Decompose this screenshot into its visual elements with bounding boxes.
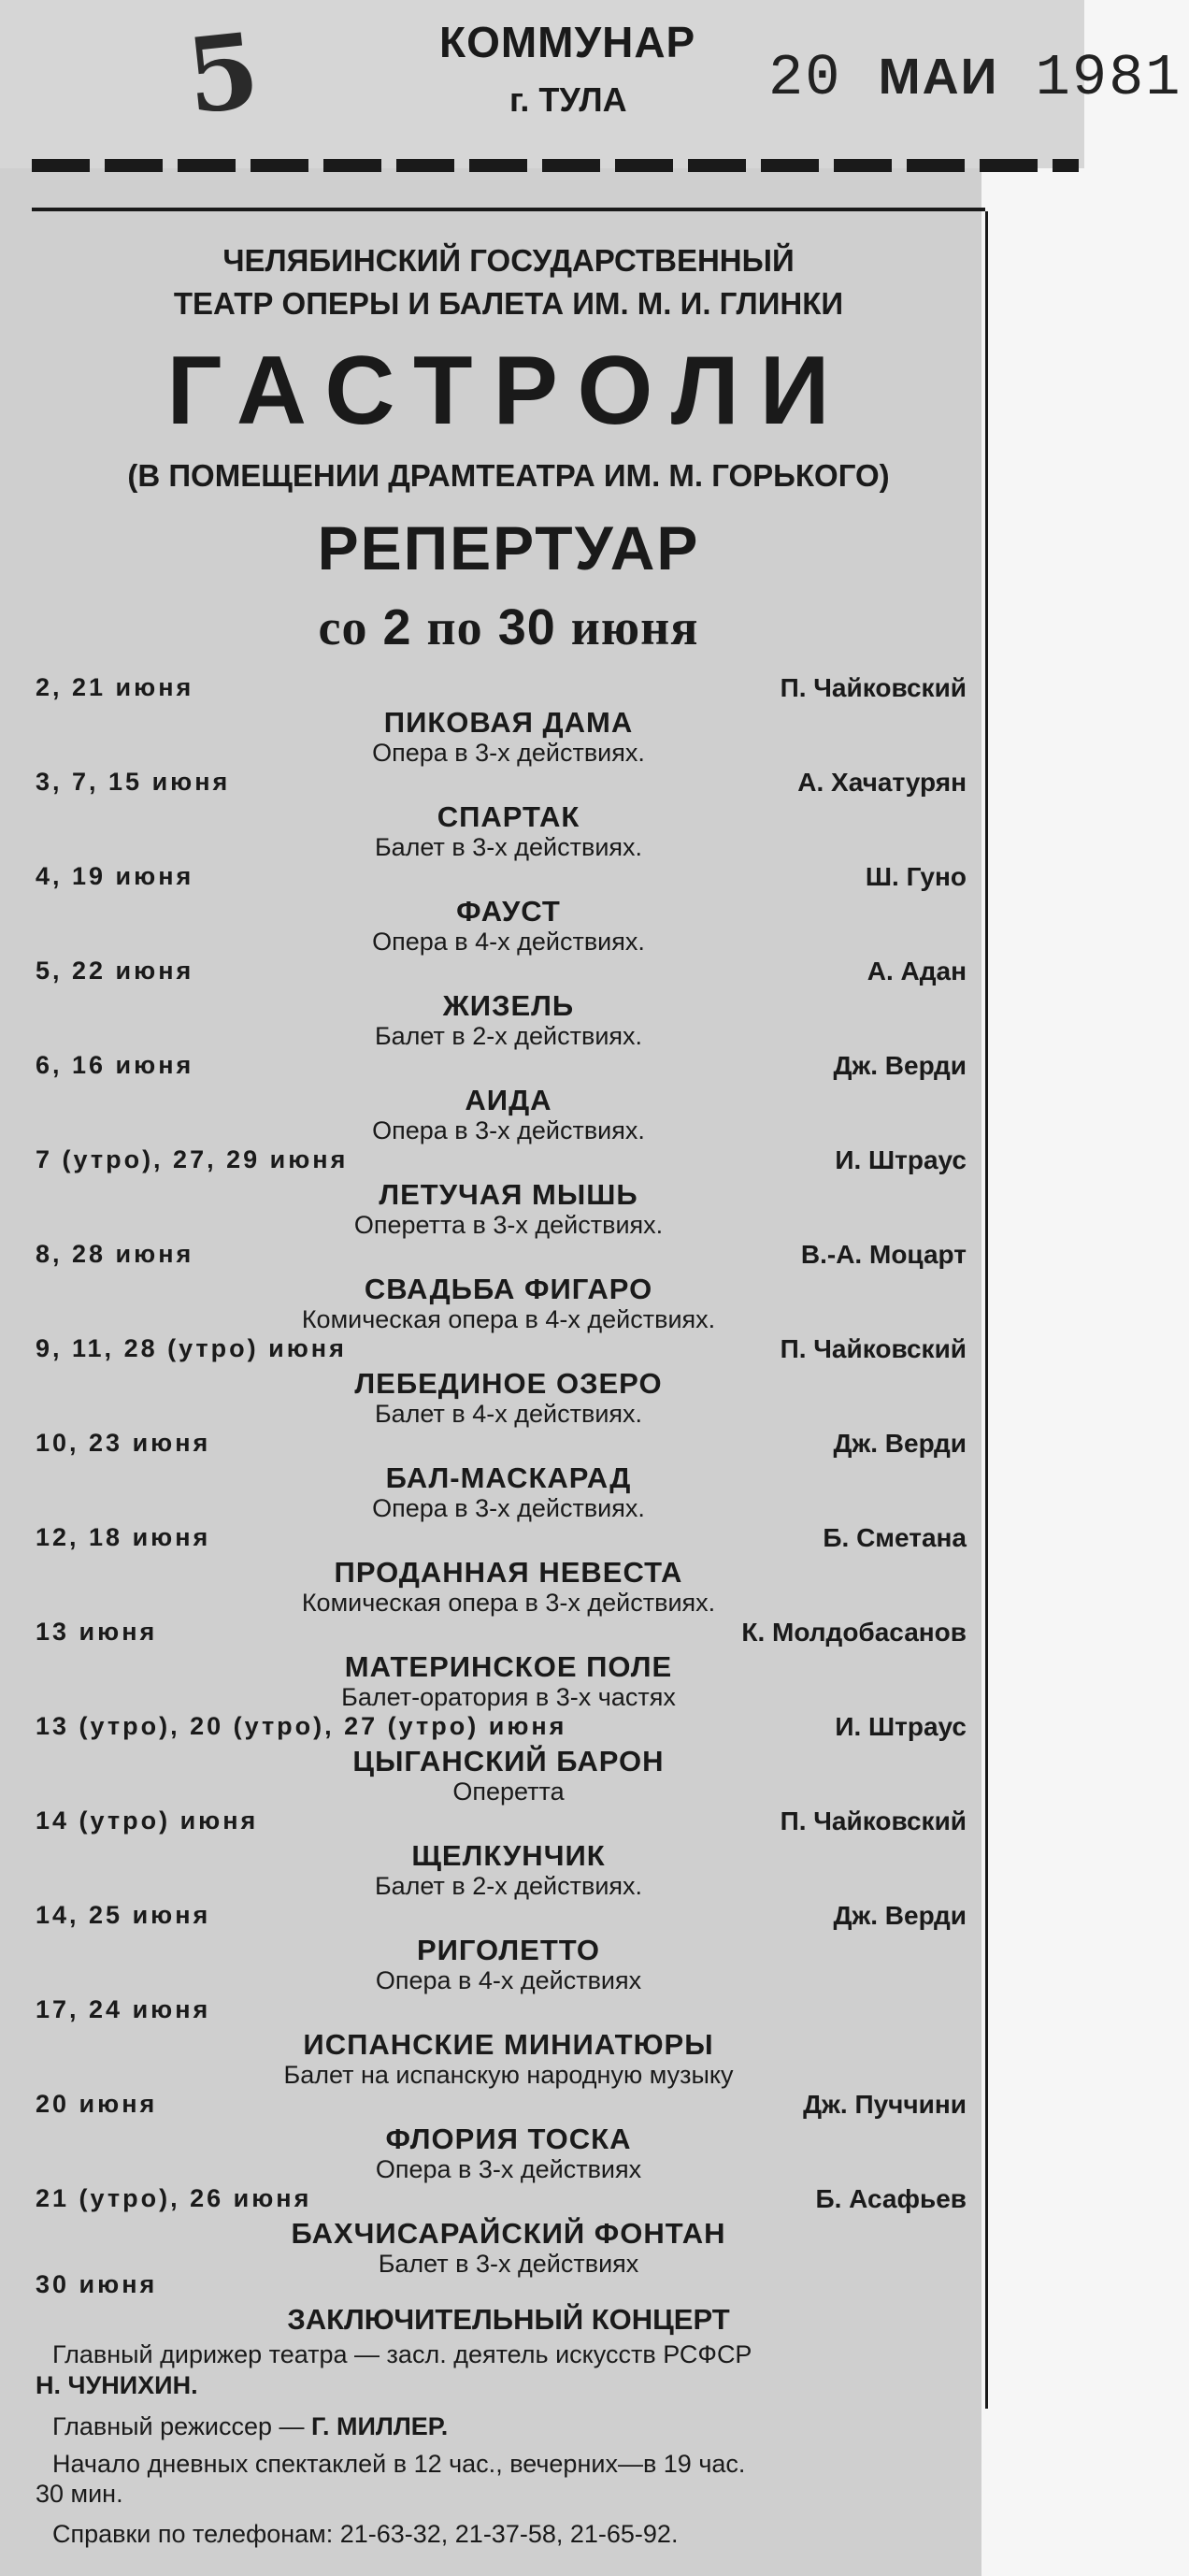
conductor-line: Главный дирижер театра — засл. деятель искусств РСФСР xyxy=(52,2340,752,2368)
director-name: Г. МИЛЛЕР. xyxy=(311,2412,449,2440)
program-composer: А. Хачатурян xyxy=(797,768,967,797)
program-composer: П. Чайковский xyxy=(780,1334,967,1363)
program-title: СВАДЬБА ФИГАРО xyxy=(364,1273,653,1305)
period-to: по xyxy=(426,599,483,655)
program-description: Балет в 2-х действиях. xyxy=(374,1872,643,1900)
director-label: Главный режиссер — xyxy=(52,2412,305,2440)
date-stamp xyxy=(768,45,1182,111)
program-dates: 21 (утро), 26 июня xyxy=(36,2184,312,2212)
period-month: июня xyxy=(570,599,699,655)
program-dates: 14, 25 июня xyxy=(36,1901,211,1929)
program-title: ПИКОВАЯ ДАМА xyxy=(383,706,634,739)
final-title: ЗАКЛЮЧИТЕЛЬНЫЙ КОНЦЕРТ xyxy=(287,2303,730,2336)
program-description: Опера в 3-х действиях. xyxy=(372,1116,645,1144)
repertoire-heading: РЕПЕРТУАР xyxy=(317,513,700,583)
program-title: СПАРТАК xyxy=(437,800,580,833)
program-composer: Дж. Пуччини xyxy=(803,2090,967,2119)
program-description: Опера в 4-х действиях xyxy=(375,1966,642,1994)
program-dates: 13 июня xyxy=(36,1618,158,1646)
theatre-line-1: ЧЕЛЯБИНСКИЙ ГОСУДАРСТВЕННЫЙ xyxy=(222,243,795,278)
period-line xyxy=(32,598,985,656)
column-top-rule xyxy=(32,208,985,211)
final-dates: 30 июня xyxy=(36,2270,158,2298)
stamp-year: 1981 xyxy=(1035,45,1182,111)
program-description: Комическая опера в 4-х действиях. xyxy=(301,1305,716,1333)
handwritten-mark: 5 xyxy=(180,9,265,137)
program-description: Балет в 2-х действиях. xyxy=(374,1022,643,1050)
dashed-divider xyxy=(32,159,1079,172)
program-dates: 5, 22 июня xyxy=(36,957,194,985)
start-times-line-1: Начало дневных спектаклей в 12 час., вечерних—в 19 час. xyxy=(52,2450,746,2478)
newspaper-city: г. ТУЛА xyxy=(509,80,627,119)
program-dates: 12, 18 июня xyxy=(36,1523,211,1551)
conductor-name: Н. ЧУНИХИН. xyxy=(36,2371,198,2399)
program-composer: И. Штраус xyxy=(835,1712,967,1741)
program-dates: 9, 11, 28 (утро) июня xyxy=(36,1334,347,1362)
program-description: Оперетта xyxy=(452,1777,565,1806)
program-dates: 14 (утро) июня xyxy=(36,1806,259,1835)
program-composer: Дж. Верди xyxy=(833,1901,967,1930)
program-description: Балет на испанскую народную музыку xyxy=(283,2061,734,2089)
program-composer: К. Молдобасанов xyxy=(741,1618,967,1647)
program-title: БАХЧИСАРАЙСКИЙ ФОНТАН xyxy=(291,2217,726,2250)
program-title: ФЛОРИЯ ТОСКА xyxy=(385,2123,632,2155)
director-line xyxy=(52,2412,978,2441)
tour-heading: ГАСТРОЛИ xyxy=(166,337,851,445)
program-description: Опера в 4-х действиях. xyxy=(372,928,645,956)
program-composer: А. Адан xyxy=(867,957,967,986)
program-description: Балет-оратория в 3-х частях xyxy=(341,1683,676,1711)
program-title: ПРОДАННАЯ НЕВЕСТА xyxy=(334,1556,683,1589)
program-composer: Б. Сметана xyxy=(823,1523,967,1552)
phones-line: Справки по телефонам: 21-63-32, 21-37-58, 21-65-92. xyxy=(52,2520,679,2548)
program-description: Балет в 3-х действиях. xyxy=(374,833,643,861)
program-dates: 8, 28 июня xyxy=(36,1240,194,1268)
program-dates: 6, 16 июня xyxy=(36,1051,194,1079)
program-title: ЛЕБЕДИНОЕ ОЗЕРО xyxy=(354,1367,663,1400)
program-dates: 13 (утро), 20 (утро), 27 (утро) июня xyxy=(36,1712,567,1740)
program-description: Опера в 3-х действиях xyxy=(375,2155,642,2183)
program-dates: 17, 24 июня xyxy=(36,1995,211,2023)
column-right-rule xyxy=(985,211,988,2409)
program-composer: В.-А. Моцарт xyxy=(800,1240,967,1269)
program-dates: 2, 21 июня xyxy=(36,673,194,701)
program-title: ЦЫГАНСКИЙ БАРОН xyxy=(352,1745,665,1777)
program-composer: Дж. Верди xyxy=(833,1429,967,1458)
program-composer: П. Чайковский xyxy=(780,673,967,702)
program-composer: П. Чайковский xyxy=(780,1806,967,1835)
newspaper-name: КОММУНАР xyxy=(439,18,696,66)
period-from: со xyxy=(318,599,368,655)
program-dates: 20 июня xyxy=(36,2090,158,2118)
program-description: Опера в 3-х действиях. xyxy=(372,739,645,767)
program-description: Комическая опера в 3-х действиях. xyxy=(301,1589,716,1617)
program-title: ИСПАНСКИЕ МИНИАТЮРЫ xyxy=(303,2028,714,2061)
program-title: БАЛ-МАСКАРАД xyxy=(385,1461,632,1494)
venue-line: (В ПОМЕЩЕНИИ ДРАМТЕАТРА ИМ. М. ГОРЬКОГО) xyxy=(127,458,890,493)
program-composer: Дж. Верди xyxy=(833,1051,967,1080)
program-dates: 4, 19 июня xyxy=(36,862,194,890)
program-composer: И. Штраус xyxy=(835,1145,967,1174)
program-title: МАТЕРИНСКОЕ ПОЛЕ xyxy=(344,1650,673,1683)
program-title: ЛЕТУЧАЯ МЫШЬ xyxy=(379,1178,638,1211)
theatre-name xyxy=(32,239,985,325)
page-margin xyxy=(981,0,1189,2576)
program-description: Балет в 3-х действиях xyxy=(378,2250,639,2278)
program-dates: 3, 7, 15 июня xyxy=(36,768,231,796)
period-end: 30 xyxy=(497,599,556,655)
program-description: Балет в 4-х действиях. xyxy=(374,1400,643,1428)
program-title: РИГОЛЕТТО xyxy=(416,1934,601,1966)
program-title: ФАУСТ xyxy=(456,895,561,928)
program-dates: 10, 23 июня xyxy=(36,1429,211,1457)
program-description: Опера в 3-х действиях. xyxy=(372,1494,645,1522)
start-times-line-2: 30 мин. xyxy=(36,2480,123,2508)
program-dates: 7 (утро), 27, 29 июня xyxy=(36,1145,349,1173)
program-title: ЖИЗЕЛЬ xyxy=(442,989,575,1022)
program-composer: Ш. Гуно xyxy=(865,862,967,891)
program-title: АИДА xyxy=(465,1084,552,1116)
stamp-day: 20 xyxy=(768,45,842,111)
program-title: ЩЕЛКУНЧИК xyxy=(411,1839,606,1872)
program-composer: Б. Асафьев xyxy=(815,2184,967,2213)
theatre-line-2: ТЕАТР ОПЕРЫ И БАЛЕТА ИМ. М. И. ГЛИНКИ xyxy=(173,286,844,321)
stamp-month: МАИ xyxy=(878,49,999,105)
program-description: Оперетта в 3-х действиях. xyxy=(353,1211,664,1239)
period-start: 2 xyxy=(382,599,412,655)
